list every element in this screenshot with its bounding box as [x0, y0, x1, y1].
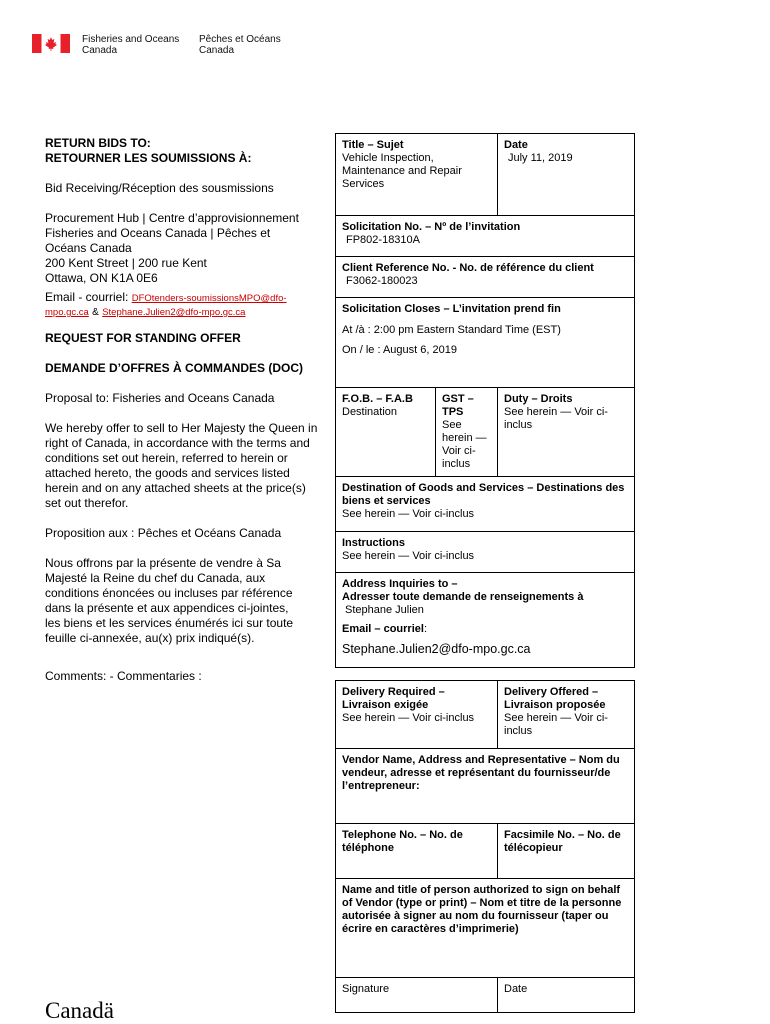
inquiries-email-label: Email – courriel	[342, 623, 424, 635]
duty-value: See herein — Voir ci-inclus	[504, 406, 608, 431]
closes-cell	[336, 298, 634, 386]
canada-flag-icon	[32, 34, 70, 53]
address-line-1: Procurement Hub | Centre d’approvisionnement	[45, 211, 299, 225]
fax-cell[interactable]	[498, 824, 635, 878]
gst-cell	[436, 388, 498, 476]
offer-paragraph-en: We hereby offer to sell to Her Majesty the Queen in right of Canada, in accordance with the terms and conditions set out herein, referred to herein or attached hereto, the goods and services listed herein and on any attached sheets at the price(s) set out therefor.	[45, 421, 318, 510]
vendor-label: Vendor Name, Address and Representative – Nom du vendeur, adresse et représentant du fournisseur/de l’entrepreneur:	[342, 754, 620, 792]
return-bids-fr: RETOURNER LES SOUMISSIONS À:	[45, 151, 252, 165]
department-name-fr	[199, 34, 281, 56]
duty-label: Duty – Droits	[504, 393, 573, 405]
date-cell	[498, 134, 635, 216]
closes-label: Solicitation Closes – L’invitation prend fin	[342, 303, 561, 315]
dept-fr-line1: Pêches et Océans	[199, 34, 281, 45]
vendor-box	[335, 680, 635, 1013]
solicitation-value: FP802-18310A	[346, 234, 420, 246]
duty-cell	[498, 388, 635, 476]
inquiries-name: Stephane Julien	[345, 604, 424, 616]
left-column	[45, 136, 323, 684]
client-ref-value: F3062-180023	[346, 275, 418, 287]
dept-en-line2: Canada	[82, 45, 118, 56]
destination-cell	[336, 477, 634, 531]
dept-en-line1: Fisheries and Oceans	[82, 34, 180, 45]
telephone-cell[interactable]	[336, 824, 498, 878]
solicitation-cell	[336, 216, 634, 256]
signature-cell[interactable]	[336, 978, 498, 1012]
offer-paragraph-fr: Nous offrons par la présente de vendre à Sa Majesté la Reine du chef du Canada, aux conditions énoncées ou incluses par référence dans la présente et aux appendices ci-jointes, les biens et les services énumérés ici sur toute feuille ci-annexée, au(x) prix indiqué(s).	[45, 556, 294, 645]
tenders-email-link-cont[interactable]: mpo.gc.ca	[45, 307, 89, 318]
address-line-2: Fisheries and Oceans Canada | Pêches et	[45, 226, 271, 240]
title-value: Vehicle Inspection, Maintenance and Repair Services	[342, 152, 462, 190]
proposal-to-en: Proposal to: Fisheries and Oceans Canada	[45, 391, 275, 405]
fob-value: Destination	[342, 406, 398, 418]
destination-label: Destination of Goods and Services – Destinations des biens et services	[342, 482, 625, 507]
title-cell	[336, 134, 498, 216]
title-label: Title – Sujet	[342, 139, 404, 151]
instructions-value: See herein — Voir ci-inclus	[342, 550, 475, 562]
email-label: Email - courriel:	[45, 290, 129, 304]
authorized-person-label: Name and title of person authorized to sign on behalf of Vendor (type or print) – Nom et titre de la personne autorisée à signer au nom du fournisseur (taper ou écrire en caractères d’imprimerie)	[342, 884, 622, 935]
solicitation-label: Solicitation No. – Nº de l’invitation	[342, 221, 521, 233]
gst-value: See herein — Voir ci-inclus	[442, 419, 487, 470]
contact-email-link[interactable]: Stephane.Julien2@dfo-mpo.gc.ca	[102, 307, 246, 318]
fob-label: F.O.B. – F.A.B	[342, 393, 413, 405]
delivery-required-value: See herein — Voir ci-inclus	[342, 712, 475, 724]
instructions-cell	[336, 532, 634, 572]
inquiries-cell	[336, 573, 634, 668]
telephone-label: Telephone No. – No. de téléphone	[342, 829, 463, 854]
solicitation-box	[335, 133, 635, 668]
delivery-offered-value: See herein — Voir ci-inclus	[504, 712, 608, 737]
vendor-cell[interactable]	[336, 749, 634, 823]
rfso-heading-fr: DEMANDE D’OFFRES À COMMANDES (DOC)	[45, 361, 303, 375]
address-line-3: Océans Canada	[45, 241, 132, 255]
delivery-required-label: Delivery Required – Livraison exigée	[342, 686, 445, 711]
closes-date: On / le : August 6, 2019	[342, 344, 457, 356]
signature-label: Signature	[342, 983, 390, 995]
address-line-5: Ottawa, ON K1A 0E6	[45, 271, 158, 285]
client-ref-label: Client Reference No. - No. de référence du client	[342, 262, 594, 274]
inquiries-email-value[interactable]: Stephane.Julien2@dfo-mpo.gc.ca	[342, 642, 531, 656]
department-name-en	[82, 34, 179, 56]
authorized-person-cell[interactable]	[336, 879, 634, 977]
gst-label-1: GST –	[442, 393, 474, 405]
delivery-required-cell[interactable]	[336, 681, 498, 748]
dept-fr-line2: Canada	[199, 45, 235, 56]
canada-wordmark: Canadä	[45, 998, 114, 1023]
delivery-offered-label: Delivery Offered – Livraison proposée	[504, 686, 606, 711]
address-line-4: 200 Kent Street | 200 rue Kent	[45, 256, 207, 270]
inquiries-label-2: Adresser toute demande de renseignements à	[342, 591, 584, 603]
tenders-email-link[interactable]: DFOtenders-soumissionsMPO@dfo-	[131, 293, 287, 304]
closes-time: At /à : 2:00 pm Eastern Standard Time (EST)	[342, 324, 561, 336]
proposal-to-fr: Proposition aux : Pêches et Océans Canada	[45, 526, 282, 540]
comments-label: Comments: - Commentaries :	[45, 669, 202, 683]
destination-value: See herein — Voir ci-inclus	[342, 508, 475, 520]
client-ref-cell	[336, 257, 634, 297]
instructions-label: Instructions	[342, 537, 405, 549]
date-value: July 11, 2019	[508, 152, 573, 164]
signature-date-cell[interactable]	[498, 978, 635, 1012]
inquiries-label-1: Address Inquiries to –	[342, 578, 458, 590]
email-block	[45, 291, 323, 319]
rfso-heading-en: REQUEST FOR STANDING OFFER	[45, 331, 241, 345]
bid-receiving: Bid Receiving/Réception des sousmissions	[45, 181, 274, 195]
inquiries-email-label-row	[342, 623, 628, 636]
return-bids-en: RETURN BIDS TO:	[45, 136, 151, 150]
email-ampersand: &	[92, 307, 99, 318]
signature-date-label: Date	[504, 983, 528, 995]
date-label: Date	[504, 139, 528, 151]
gst-label-2: TPS	[442, 406, 464, 418]
delivery-offered-cell[interactable]	[498, 681, 635, 748]
fax-label: Facsimile No. – No. de télécopieur	[504, 829, 621, 854]
inquiries-email-colon: :	[423, 623, 427, 635]
fob-cell	[336, 388, 436, 476]
